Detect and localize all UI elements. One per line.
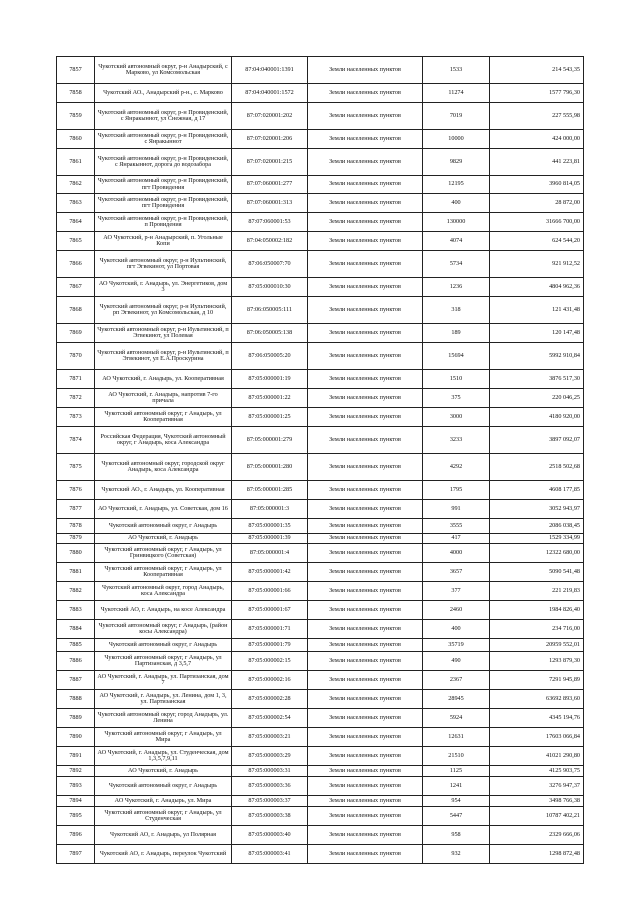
row-land-category: Земли населенных пунктов <box>308 130 423 149</box>
row-land-category: Земли населенных пунктов <box>308 807 423 826</box>
table-row <box>57 454 584 481</box>
row-land-category: Земли населенных пунктов <box>308 481 423 500</box>
row-address: Чукотский автономный округ, г Анадырь, ул Мира <box>95 728 232 747</box>
table-row <box>57 297 584 324</box>
row-cadastral-value: 1984 826,40 <box>490 601 584 620</box>
table-row <box>57 481 584 500</box>
row-cadastral-number: 87:05:000001:35 <box>232 519 308 534</box>
row-area: 7019 <box>423 103 490 130</box>
row-land-category: Земли населенных пунктов <box>308 389 423 408</box>
row-area: 15694 <box>423 343 490 370</box>
row-address: АО Чукотский, г. Анадырь, ул. Ленина, дом 1, 3, ул. Партизанская <box>95 690 232 709</box>
row-area: 400 <box>423 620 490 639</box>
table-row <box>57 84 584 103</box>
row-address: Чукотский автономный округ, р-н Провиденский, с Янракыннот, ул Снежная, д 17 <box>95 103 232 130</box>
row-cadastral-number: 87:05:000003:31 <box>232 766 308 777</box>
row-address: Чукотский автономный округ, р-н Провиденский, с Янракыннот, дорога до водозабора <box>95 149 232 176</box>
row-cadastral-value: 5992 910,84 <box>490 343 584 370</box>
row-area: 35719 <box>423 639 490 652</box>
row-cadastral-number: 87:07:020001:215 <box>232 149 308 176</box>
row-land-category: Земли населенных пунктов <box>308 620 423 639</box>
row-address: Чукотский автономный округ, р-н Провиденский, пгт Провидения <box>95 194 232 213</box>
row-cadastral-value: 3498 766,38 <box>490 796 584 807</box>
row-land-category: Земли населенных пунктов <box>308 213 423 232</box>
row-land-category: Земли населенных пунктов <box>308 324 423 343</box>
row-area: 3555 <box>423 519 490 534</box>
row-cadastral-value: 5090 541,48 <box>490 563 584 582</box>
row-address: АО Чукотский, г. Анадырь, ул. Мира <box>95 796 232 807</box>
row-cadastral-value: 4804 962,36 <box>490 278 584 297</box>
row-number: 7861 <box>57 149 95 176</box>
row-number: 7866 <box>57 251 95 278</box>
table-row <box>57 777 584 796</box>
row-area: 9829 <box>423 149 490 176</box>
row-area: 11274 <box>423 84 490 103</box>
row-address: АО Чукотский, г. Анадырь, ул. Энергетиков, дом 3 <box>95 278 232 297</box>
row-cadastral-number: 87:05:000003:40 <box>232 826 308 845</box>
row-cadastral-value: 3960 814,05 <box>490 176 584 194</box>
row-number: 7886 <box>57 652 95 671</box>
row-cadastral-number: 87:05:000001:3 <box>232 500 308 519</box>
row-address: АО Чукотский, р-н Анадырский, п. Угольные Копи <box>95 232 232 251</box>
row-land-category: Земли населенных пунктов <box>308 297 423 324</box>
row-land-category: Земли населенных пунктов <box>308 563 423 582</box>
row-area: 21510 <box>423 747 490 766</box>
row-area: 490 <box>423 652 490 671</box>
row-cadastral-value: 7291 945,89 <box>490 671 584 690</box>
row-cadastral-number: 87:05:000001:79 <box>232 639 308 652</box>
row-cadastral-number: 87:05:000001:285 <box>232 481 308 500</box>
row-land-category: Земли населенных пунктов <box>308 427 423 454</box>
row-cadastral-value: 20959 552,01 <box>490 639 584 652</box>
table-row <box>57 370 584 389</box>
row-address: Российская Федерация, Чукотский автономный округ, г Анадырь, коса Александра <box>95 427 232 454</box>
row-cadastral-value: 41021 290,80 <box>490 747 584 766</box>
row-number: 7892 <box>57 766 95 777</box>
row-cadastral-value: 17603 066,84 <box>490 728 584 747</box>
row-address: Чукотский АО., Анадырский р-н., с. Марково <box>95 84 232 103</box>
row-cadastral-value: 921 912,52 <box>490 251 584 278</box>
row-land-category: Земли населенных пунктов <box>308 544 423 563</box>
row-number: 7897 <box>57 845 95 864</box>
row-cadastral-number: 87:05:000001:67 <box>232 601 308 620</box>
row-area: 318 <box>423 297 490 324</box>
row-land-category: Земли населенных пунктов <box>308 796 423 807</box>
row-number: 7879 <box>57 534 95 544</box>
table-row <box>57 639 584 652</box>
row-number: 7885 <box>57 639 95 652</box>
table-row <box>57 766 584 777</box>
row-land-category: Земли населенных пунктов <box>308 176 423 194</box>
row-area: 3233 <box>423 427 490 454</box>
row-cadastral-number: 87:06:050005:111 <box>232 297 308 324</box>
row-area: 1241 <box>423 777 490 796</box>
row-cadastral-number: 87:07:020001:206 <box>232 130 308 149</box>
row-address: Чукотский АО, г. Анадырь, переулок Чукотский <box>95 845 232 864</box>
row-number: 7874 <box>57 427 95 454</box>
row-area: 2367 <box>423 671 490 690</box>
row-area: 1510 <box>423 370 490 389</box>
row-cadastral-number: 87:05:000001:19 <box>232 370 308 389</box>
row-cadastral-value: 3876 517,30 <box>490 370 584 389</box>
row-number: 7876 <box>57 481 95 500</box>
row-cadastral-value: 4180 920,00 <box>490 408 584 427</box>
row-cadastral-value: 121 431,48 <box>490 297 584 324</box>
row-area: 4292 <box>423 454 490 481</box>
row-number: 7888 <box>57 690 95 709</box>
row-area: 377 <box>423 582 490 601</box>
row-number: 7878 <box>57 519 95 534</box>
row-area: 3000 <box>423 408 490 427</box>
row-number: 7868 <box>57 297 95 324</box>
row-land-category: Земли населенных пунктов <box>308 500 423 519</box>
table-row <box>57 389 584 408</box>
row-land-category: Земли населенных пунктов <box>308 343 423 370</box>
row-address: АО Чукотский, г. Анадырь, ул. Советская, дом 16 <box>95 500 232 519</box>
row-cadastral-value: 214 543,35 <box>490 57 584 84</box>
row-cadastral-value: 1529 334,99 <box>490 534 584 544</box>
row-number: 7863 <box>57 194 95 213</box>
row-cadastral-number: 87:05:000001:71 <box>232 620 308 639</box>
row-area: 5734 <box>423 251 490 278</box>
row-cadastral-number: 87:04:050002:182 <box>232 232 308 251</box>
table-row <box>57 544 584 563</box>
row-number: 7877 <box>57 500 95 519</box>
row-address: Чукотский автономный округ, р-н Иультинский, п Эгвекинот, ул Полевая <box>95 324 232 343</box>
row-area: 10000 <box>423 130 490 149</box>
row-land-category: Земли населенных пунктов <box>308 103 423 130</box>
row-address: Чукотский автономный округ, г Анадырь, ул Кооперативная <box>95 563 232 582</box>
table-row <box>57 690 584 709</box>
row-land-category: Земли населенных пунктов <box>308 777 423 796</box>
row-address: Чукотский автономный округ, р-н Иультинский, п Эгвекинот, ул Е.А.Проскурина <box>95 343 232 370</box>
row-cadastral-number: 87:04:040001:1391 <box>232 57 308 84</box>
row-cadastral-value: 441 223,81 <box>490 149 584 176</box>
row-area: 1533 <box>423 57 490 84</box>
table-row <box>57 747 584 766</box>
row-cadastral-value: 424 000,00 <box>490 130 584 149</box>
row-cadastral-number: 87:05:000003:21 <box>232 728 308 747</box>
row-land-category: Земли населенных пунктов <box>308 57 423 84</box>
table-row <box>57 176 584 194</box>
row-cadastral-number: 87:05:000001:66 <box>232 582 308 601</box>
row-cadastral-number: 87:05:000002:54 <box>232 709 308 728</box>
row-cadastral-number: 87:06:050005:138 <box>232 324 308 343</box>
table-row <box>57 652 584 671</box>
row-number: 7889 <box>57 709 95 728</box>
row-number: 7890 <box>57 728 95 747</box>
row-number: 7862 <box>57 176 95 194</box>
row-address: Чукотский автономный округ, р-н Провиденский, пгт Провидения <box>95 176 232 194</box>
table-row <box>57 278 584 297</box>
table-row <box>57 796 584 807</box>
table-row <box>57 57 584 84</box>
row-area: 400 <box>423 194 490 213</box>
row-address: Чукотский автономный округ, г Анадырь <box>95 519 232 534</box>
row-land-category: Земли населенных пунктов <box>308 232 423 251</box>
row-area: 958 <box>423 826 490 845</box>
row-number: 7859 <box>57 103 95 130</box>
row-address: Чукотский АО, г. Анадырь, на косе Александра <box>95 601 232 620</box>
row-land-category: Земли населенных пунктов <box>308 747 423 766</box>
table-row <box>57 324 584 343</box>
row-land-category: Земли населенных пунктов <box>308 845 423 864</box>
row-address: Чукотский АО., г. Анадырь, ул. Кооперативная <box>95 481 232 500</box>
row-number: 7887 <box>57 671 95 690</box>
table-row <box>57 671 584 690</box>
table-row <box>57 620 584 639</box>
land-plots-table <box>56 56 584 864</box>
row-number: 7864 <box>57 213 95 232</box>
row-land-category: Земли населенных пунктов <box>308 534 423 544</box>
row-cadastral-value: 28 872,00 <box>490 194 584 213</box>
table-row <box>57 519 584 534</box>
row-number: 7857 <box>57 57 95 84</box>
row-area: 189 <box>423 324 490 343</box>
row-area: 4074 <box>423 232 490 251</box>
row-land-category: Земли населенных пунктов <box>308 582 423 601</box>
row-cadastral-number: 87:05:000003:41 <box>232 845 308 864</box>
row-cadastral-number: 87:05:000001:4 <box>232 544 308 563</box>
row-address: Чукотский автономный округ, г Анадырь, ул Гринвицкого (Советская) <box>95 544 232 563</box>
row-area: 1795 <box>423 481 490 500</box>
row-land-category: Земли населенных пунктов <box>308 639 423 652</box>
row-cadastral-number: 87:07:020001:202 <box>232 103 308 130</box>
row-number: 7865 <box>57 232 95 251</box>
row-land-category: Земли населенных пунктов <box>308 370 423 389</box>
row-address: АО Чукотский, г. Анадырь <box>95 534 232 544</box>
row-cadastral-number: 87:06:050007:70 <box>232 251 308 278</box>
row-address: Чукотский АО, г. Анадырь, ул Полярная <box>95 826 232 845</box>
row-land-category: Земли населенных пунктов <box>308 408 423 427</box>
row-land-category: Земли населенных пунктов <box>308 194 423 213</box>
land-plots-table-body <box>57 57 584 864</box>
table-row <box>57 103 584 130</box>
table-row <box>57 500 584 519</box>
row-number: 7884 <box>57 620 95 639</box>
row-cadastral-number: 87:05:000001:39 <box>232 534 308 544</box>
table-row <box>57 343 584 370</box>
row-cadastral-value: 10787 402,21 <box>490 807 584 826</box>
row-land-category: Земли населенных пунктов <box>308 251 423 278</box>
row-address: Чукотский автономный округ, р-н Анадырский, с Марково, ул Комсомольская <box>95 57 232 84</box>
row-area: 12631 <box>423 728 490 747</box>
row-address: Чукотский автономный округ, р-н Иультинский, пгт Эгвекинот, ул Портовая <box>95 251 232 278</box>
row-address: АО Чукотский, г. Анадырь, ул. Партизанская, дом 7 <box>95 671 232 690</box>
row-land-category: Земли населенных пунктов <box>308 519 423 534</box>
row-cadastral-value: 3276 947,37 <box>490 777 584 796</box>
row-address: Чукотский автономный округ, город Анадырь, ул. Ленина <box>95 709 232 728</box>
table-row <box>57 582 584 601</box>
row-area: 1236 <box>423 278 490 297</box>
table-row <box>57 232 584 251</box>
row-cadastral-number: 87:05:000001:42 <box>232 563 308 582</box>
row-cadastral-number: 87:05:000001:280 <box>232 454 308 481</box>
row-cadastral-number: 87:05:000002:28 <box>232 690 308 709</box>
row-land-category: Земли населенных пунктов <box>308 671 423 690</box>
row-area: 417 <box>423 534 490 544</box>
row-area: 5447 <box>423 807 490 826</box>
row-cadastral-number: 87:05:000003:37 <box>232 796 308 807</box>
row-address: АО Чукотский, г. Анадырь, ул. Кооперативная <box>95 370 232 389</box>
row-area: 932 <box>423 845 490 864</box>
row-land-category: Земли населенных пунктов <box>308 84 423 103</box>
row-cadastral-value: 4125 903,75 <box>490 766 584 777</box>
row-area: 130000 <box>423 213 490 232</box>
row-number: 7873 <box>57 408 95 427</box>
row-address: Чукотский автономный округ, город Анадырь, коса Александра <box>95 582 232 601</box>
row-cadastral-value: 221 219,83 <box>490 582 584 601</box>
row-cadastral-number: 87:05:000003:36 <box>232 777 308 796</box>
row-cadastral-value: 2518 502,68 <box>490 454 584 481</box>
row-land-category: Земли населенных пунктов <box>308 454 423 481</box>
row-cadastral-value: 1298 872,48 <box>490 845 584 864</box>
row-cadastral-value: 31666 700,00 <box>490 213 584 232</box>
row-address: Чукотский автономный округ, р-н Провиденский, с Янракыннот <box>95 130 232 149</box>
row-area: 5924 <box>423 709 490 728</box>
row-area: 954 <box>423 796 490 807</box>
row-number: 7895 <box>57 807 95 826</box>
row-number: 7891 <box>57 747 95 766</box>
row-cadastral-number: 87:05:000002:15 <box>232 652 308 671</box>
row-area: 12195 <box>423 176 490 194</box>
row-land-category: Земли населенных пунктов <box>308 826 423 845</box>
row-number: 7871 <box>57 370 95 389</box>
row-address: Чукотский автономный округ, г Анадырь, ул Партизанская, д 3,5,7 <box>95 652 232 671</box>
table-row <box>57 845 584 864</box>
row-cadastral-value: 234 716,00 <box>490 620 584 639</box>
row-cadastral-number: 87:05:000010:30 <box>232 278 308 297</box>
table-row <box>57 563 584 582</box>
row-number: 7875 <box>57 454 95 481</box>
table-row <box>57 130 584 149</box>
row-cadastral-value: 2329 666,06 <box>490 826 584 845</box>
row-cadastral-value: 1293 879,30 <box>490 652 584 671</box>
row-area: 4000 <box>423 544 490 563</box>
row-number: 7870 <box>57 343 95 370</box>
row-cadastral-value: 624 544,20 <box>490 232 584 251</box>
row-cadastral-number: 87:07:060001:53 <box>232 213 308 232</box>
table-row <box>57 709 584 728</box>
row-land-category: Земли населенных пунктов <box>308 728 423 747</box>
row-land-category: Земли населенных пунктов <box>308 278 423 297</box>
table-row <box>57 427 584 454</box>
table-row <box>57 251 584 278</box>
row-cadastral-value: 4345 194,76 <box>490 709 584 728</box>
table-row <box>57 213 584 232</box>
row-cadastral-number: 87:05:000001:22 <box>232 389 308 408</box>
row-area: 991 <box>423 500 490 519</box>
table-row <box>57 826 584 845</box>
row-cadastral-value: 227 555,98 <box>490 103 584 130</box>
row-address: Чукотский автономный округ, р-н Провиденский, п Провидения <box>95 213 232 232</box>
row-address: Чукотский автономный округ, г Анадырь <box>95 639 232 652</box>
row-cadastral-value: 2086 038,45 <box>490 519 584 534</box>
row-cadastral-value: 4608 177,85 <box>490 481 584 500</box>
row-address: АО Чукотский, г. Анадырь <box>95 766 232 777</box>
row-number: 7894 <box>57 796 95 807</box>
row-cadastral-value: 120 147,48 <box>490 324 584 343</box>
row-number: 7896 <box>57 826 95 845</box>
table-row <box>57 149 584 176</box>
row-cadastral-value: 1577 796,30 <box>490 84 584 103</box>
row-number: 7882 <box>57 582 95 601</box>
row-cadastral-number: 87:05:000001:279 <box>232 427 308 454</box>
table-row <box>57 408 584 427</box>
row-address: Чукотский автономный округ, г Анадырь <box>95 777 232 796</box>
row-cadastral-number: 87:07:060001:277 <box>232 176 308 194</box>
row-cadastral-number: 87:05:000002:16 <box>232 671 308 690</box>
row-address: Чукотский автономный округ, р-н Иультинский, рп Эгвекинот, ул Комсомольская, д 10 <box>95 297 232 324</box>
row-cadastral-value: 220 046,25 <box>490 389 584 408</box>
row-number: 7860 <box>57 130 95 149</box>
row-cadastral-value: 3052 943,97 <box>490 500 584 519</box>
row-address: Чукотский автономный округ, г Анадырь, ул Студенческая <box>95 807 232 826</box>
row-area: 1125 <box>423 766 490 777</box>
row-cadastral-number: 87:07:060001:313 <box>232 194 308 213</box>
row-number: 7883 <box>57 601 95 620</box>
row-land-category: Земли населенных пунктов <box>308 690 423 709</box>
row-land-category: Земли населенных пунктов <box>308 709 423 728</box>
row-cadastral-number: 87:05:000003:29 <box>232 747 308 766</box>
row-cadastral-number: 87:05:000001:25 <box>232 408 308 427</box>
row-number: 7881 <box>57 563 95 582</box>
row-land-category: Земли населенных пунктов <box>308 652 423 671</box>
row-cadastral-value: 3897 092,07 <box>490 427 584 454</box>
row-area: 2460 <box>423 601 490 620</box>
row-number: 7872 <box>57 389 95 408</box>
row-land-category: Земли населенных пунктов <box>308 601 423 620</box>
table-row <box>57 601 584 620</box>
row-area: 28945 <box>423 690 490 709</box>
row-address: АО Чукотский, г. Анадырь, напротив 7-го причала <box>95 389 232 408</box>
row-number: 7867 <box>57 278 95 297</box>
row-address: АО Чукотский, г. Анадырь, ул. Студенческая, дом 1,3,5,7,9,11 <box>95 747 232 766</box>
row-land-category: Земли населенных пунктов <box>308 766 423 777</box>
table-row <box>57 807 584 826</box>
row-cadastral-number: 87:05:000003:38 <box>232 807 308 826</box>
row-address: Чукотский автономный округ, г Анадырь, ул Кооперативная <box>95 408 232 427</box>
row-number: 7858 <box>57 84 95 103</box>
row-area: 3657 <box>423 563 490 582</box>
row-address: Чукотский автономный округ, г Анадырь, (район косы Александра) <box>95 620 232 639</box>
row-cadastral-value: 63692 893,60 <box>490 690 584 709</box>
row-cadastral-number: 87:04:040001:1572 <box>232 84 308 103</box>
row-number: 7880 <box>57 544 95 563</box>
row-area: 375 <box>423 389 490 408</box>
row-cadastral-number: 87:06:050005:20 <box>232 343 308 370</box>
row-number: 7893 <box>57 777 95 796</box>
row-address: Чукотский автономный округ, городской округ Анадырь, коса Александра <box>95 454 232 481</box>
table-row <box>57 728 584 747</box>
row-land-category: Земли населенных пунктов <box>308 149 423 176</box>
row-cadastral-value: 12322 680,00 <box>490 544 584 563</box>
row-number: 7869 <box>57 324 95 343</box>
table-row <box>57 534 584 544</box>
table-row <box>57 194 584 213</box>
